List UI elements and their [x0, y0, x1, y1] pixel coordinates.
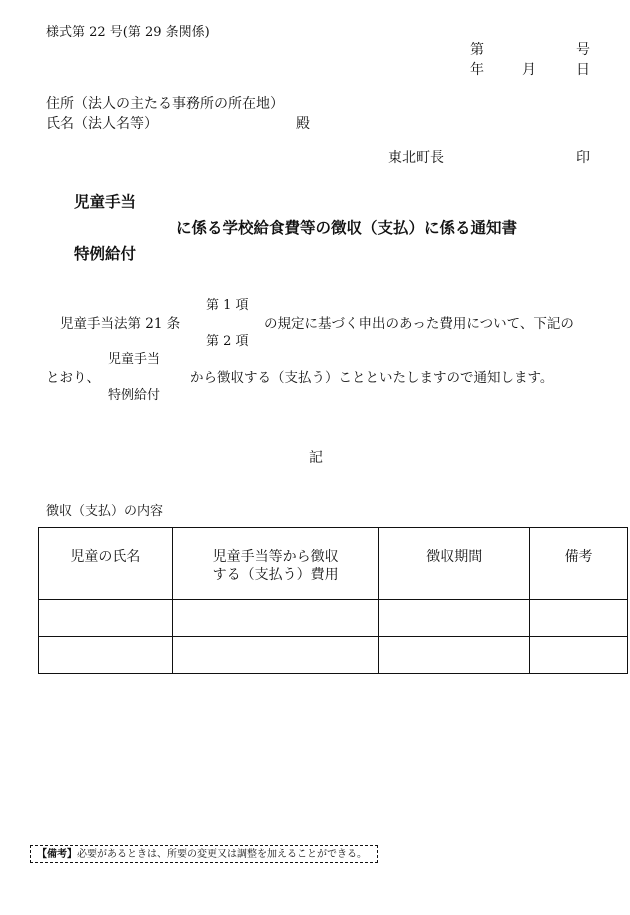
header-cost-line2: する（支払う）費用 [212, 567, 339, 584]
table-row [39, 637, 628, 674]
doc-no-dai: 第 [470, 42, 484, 58]
cell-cost[interactable] [172, 637, 379, 674]
body-option-child-allowance: 児童手当 [108, 352, 161, 367]
body-line2-end: から徴収する（支払う）ことといたしますので通知します。 [190, 370, 554, 386]
collection-content-table [38, 527, 628, 674]
law-reference: 児童手当法第 21 条 [60, 316, 181, 332]
cell-period[interactable] [379, 637, 530, 674]
clause-2: 第 2 項 [206, 334, 249, 349]
ki-heading: 記 [309, 450, 323, 466]
header-cost [172, 528, 379, 600]
cell-remarks[interactable] [530, 637, 628, 674]
body-option-special-benefit: 特例給付 [108, 388, 161, 403]
form-number: 様式第 22 号(第 29 条関係) [46, 25, 210, 40]
honorific: 殿 [296, 116, 310, 132]
remark-box [30, 845, 378, 863]
document-title: に係る学校給食費等の徴収（支払）に係る通知書 [176, 218, 518, 237]
body-line1-text: の規定に基づく申出のあった費用について、下記の [264, 316, 574, 332]
remark-text: 必要があるときは、所要の変更又は調整を加えることができる。 [77, 849, 367, 860]
cell-remarks[interactable] [530, 600, 628, 637]
header-period: 徴収期間 [379, 528, 530, 600]
table-title: 徴収（支払）の内容 [46, 504, 164, 519]
cell-period[interactable] [379, 600, 530, 637]
header-child-name: 児童の氏名 [39, 528, 173, 600]
issuer-title: 東北町長 [388, 150, 444, 166]
table-row [39, 600, 628, 637]
date-day: 日 [576, 62, 590, 78]
header-remarks: 備考 [530, 528, 628, 600]
title-option-special-benefit: 特例給付 [74, 244, 137, 263]
table-header-row [39, 528, 628, 600]
date-month: 月 [522, 62, 536, 78]
date-year: 年 [470, 62, 484, 78]
body-line2-start: とおり、 [46, 370, 100, 386]
title-option-child-allowance: 児童手当 [74, 192, 137, 211]
cell-child-name[interactable] [39, 637, 173, 674]
header-cost-line1: 児童手当等から徴収 [212, 549, 339, 565]
remark-label: 【備考】 [37, 849, 77, 860]
cell-child-name[interactable] [39, 600, 173, 637]
seal-mark: 印 [576, 150, 590, 166]
clause-1: 第 1 項 [206, 298, 249, 313]
cell-cost[interactable] [172, 600, 379, 637]
address-label: 住所（法人の主たる事務所の所在地） [46, 96, 284, 112]
name-label: 氏名（法人名等） [46, 116, 158, 132]
doc-no-go: 号 [576, 42, 590, 58]
